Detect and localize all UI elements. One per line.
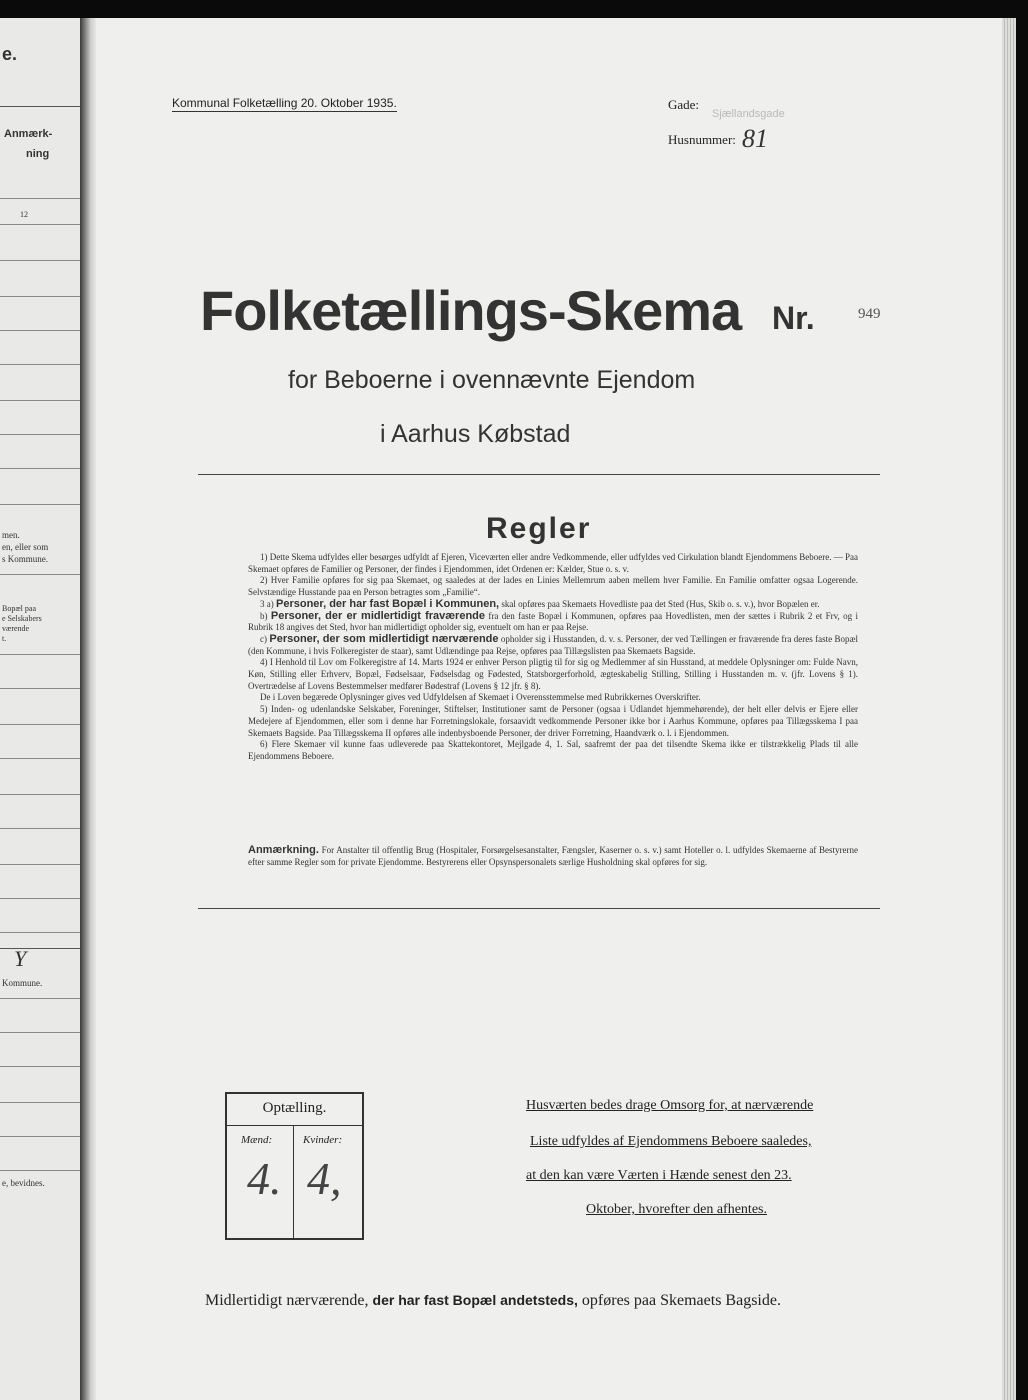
rule-2: 2) Hver Familie opføres for sig paa Skemaet, og saaledes at der lades en Linies Mellemrum aaben mellem hver Familie. En Familie omfatter ogsaa Logerende. Selvstændige Husstande paa en Person betragtes som „Familie“. bbox=[248, 575, 858, 598]
rule-6: 6) Flere Skemaer vil kunne faas udleverede paa Skattekontoret, Mejlgade 4, 1. Sal, saafremt der paa det tilsendte Skema ikke er tilstrækkelig Plads til alle Ejendommens Beboere. bbox=[248, 739, 858, 761]
kvinder-label: Kvinder: bbox=[303, 1134, 343, 1146]
maend-count: 4. bbox=[247, 1153, 282, 1204]
left-note-1: men. bbox=[2, 530, 20, 540]
divider-2 bbox=[198, 908, 880, 909]
form-subtitle: for Beboerne i ovennævnte Ejendom bbox=[288, 366, 696, 394]
left-heading-fragment: e. bbox=[2, 44, 18, 64]
form-title: Folketællings-Skema bbox=[200, 279, 742, 342]
rules-text bbox=[248, 552, 858, 763]
left-col-anmaerkning-2: ning bbox=[26, 148, 50, 160]
left-note-5: e Selskabers bbox=[2, 614, 42, 623]
left-note-9: e, bevidnes. bbox=[2, 1178, 45, 1188]
kvinder-count: 4, bbox=[307, 1153, 342, 1204]
left-note-4: Bopæl paa bbox=[2, 604, 36, 613]
left-col-number: 12 bbox=[20, 210, 28, 219]
left-note-8: Kommune. bbox=[2, 978, 43, 988]
husnummer-value: 81 bbox=[742, 124, 768, 153]
left-col-anmaerkning: Anmærk- bbox=[4, 128, 53, 140]
footer-note: Midlertidigt nærværende, der har fast Bopæl andetsteds, opføres paa Skemaets Bagside. bbox=[205, 1292, 781, 1309]
maend-label: Mænd: bbox=[241, 1134, 273, 1146]
census-header: Kommunal Folketælling 20. Oktober 1935. bbox=[172, 96, 397, 110]
left-note-3: s Kommune. bbox=[2, 554, 48, 564]
gade-label: Gade: bbox=[668, 97, 700, 112]
form-number: 949 bbox=[858, 306, 881, 322]
husnummer-label: Husnummer: bbox=[668, 132, 736, 147]
rule-1: 1) Dette Skema udfyldes eller besørges udfyldt af Ejeren, Viceværten eller andre Vedkommende, eller udfyldes ved Cirkulation blandt Ejendommens Beboere. — Paa Skemaet opføres de Familier og Personer, der findes i Ejendommen, idet Ordenen er: Kælder, Stue o. s. v. bbox=[248, 552, 858, 574]
rule-4: 4) I Henhold til Lov om Folkeregistre af 14. Marts 1924 er enhver Person pligtig til for sig og Medlemmer af sin Husstand, at meddele Oplysninger om: Fulde Navn, Køn, Stilling eller Erhverv, Bopæl, Fødselsaar, Fødselsdag og Fødested, Statsborgerforhold, ægteskabelig Stilling, Stilling i Husstanden m. v. (jfr. Lovens § 1). Overtrædelse af Lovens Bestemmelser medfører Bødestraf (Lovens § 12 jfr. § 8). bbox=[248, 657, 858, 691]
anmaerkning-note bbox=[248, 845, 858, 868]
rule-3c: c) Personer, der som midlertidigt nærværende opholder sig i Husstanden, d. v. s. Personer, der ved Tællingen er fraværende fra deres faste Bopæl (den Kommune, i hvis Folkeregister de staar), samt Udlændinge paa Rejse, opføres paa Tillægslisten paa Skemaets Bagside. bbox=[248, 632, 859, 656]
rule-3b: b) Personer, der er midlertidigt fraværende fra den faste Bopæl i Kommunen, opføres paa Hovedlisten, men der sættes i Rubrik 2 et Frv, og i Rubrik 18 angives det Sted, hvor han midlertidigt opholder sig, eventuelt om han er paa Rejse. bbox=[248, 609, 859, 633]
optaelling-title: Optælling. bbox=[262, 1100, 327, 1116]
rule-4b: De i Loven begærede Oplysninger gives ved Udfyldelsen af Skemaet i Overensstemmelse med Rubrikkernes Overskrifter. bbox=[260, 692, 701, 703]
rule-3a: 3 a) Personer, der har fast Bopæl i Kommunen, skal opføres paa Skemaets Hovedliste paa det Sted (Hus, Skib o. s. v.), hvor Bopælen er. bbox=[260, 597, 820, 610]
husvaert-line-1: Husværten bedes drage Omsorg for, at nærværende bbox=[526, 1098, 814, 1113]
husvaert-line-2: Liste udfyldes af Ejendommens Beboere saaledes, bbox=[530, 1134, 812, 1149]
left-handwritten-mark: Y bbox=[14, 946, 27, 971]
anmaerkning-label: Anmærkning. bbox=[248, 844, 319, 856]
page-edge bbox=[1002, 18, 1016, 1400]
form-city: i Aarhus Købstad bbox=[380, 420, 571, 448]
rule-5: 5) Inden- og udenlandske Selskaber, Foreninger, Stiftelser, Institutioner samt de Personer (ogsaa i Udlandet hjemmehørende), der helt eller delvis er Ejere eller Medejere af Ejendommen, eller som i denne har Forretningslokale, forsaavidt vedkommende Personer ikke bor i Aarhus Kommune, opføres paa Tillægsskema I paa Skemaets Bagside. Paa Tillægsskema II opføres alle indenbysboende Personer, der driver Forretning, Haandværk o. l. i Ejendommen. bbox=[248, 704, 858, 738]
optaelling-box bbox=[225, 1092, 364, 1240]
left-note-2: en, eller som bbox=[2, 542, 49, 552]
left-page-fragment bbox=[0, 18, 82, 1400]
nr-label: Nr. bbox=[772, 300, 815, 336]
gade-stamp: Sjællandsgade bbox=[712, 108, 785, 120]
rules-heading: Regler bbox=[486, 512, 592, 545]
left-note-7: t. bbox=[2, 634, 7, 643]
anmaerkning-text: For Anstalter til offentlig Brug (Hospitaler, Forsørgelsesanstalter, Fængsler, Kaserner o. s. v.) samt Hoteller o. l. udfyldes Skemaerne af Bestyrerne efter samme Regler som for private Ejendomme. Bestyrerens eller Opsynspersonalets særlige Husholdning skal opføres for sig. bbox=[248, 845, 858, 867]
husvaert-line-4: Oktober, hvorefter den afhentes. bbox=[586, 1202, 767, 1217]
divider bbox=[198, 474, 880, 475]
left-note-6: værende bbox=[2, 624, 30, 633]
husvaert-line-3: at den kan være Værten i Hænde senest den 23. bbox=[526, 1168, 792, 1183]
